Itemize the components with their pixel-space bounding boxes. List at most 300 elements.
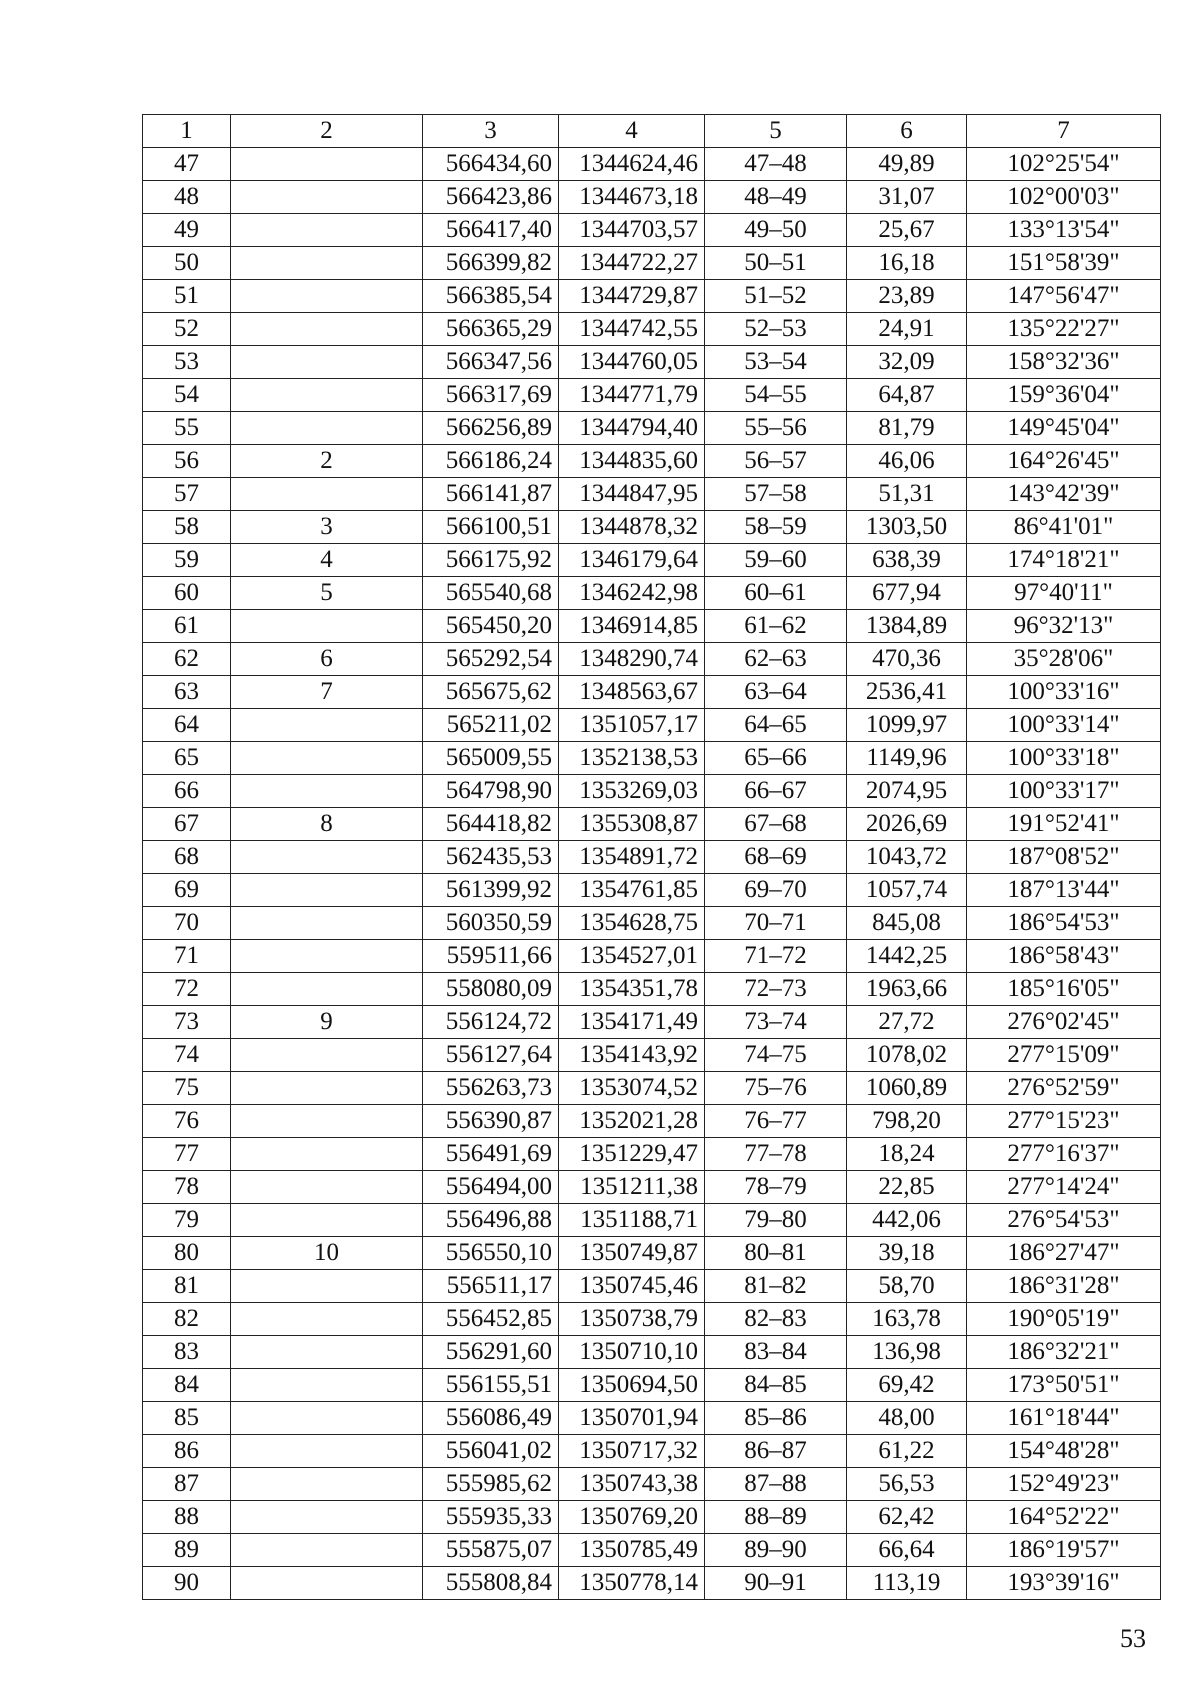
table-cell-col-1: 53 [143,346,231,379]
table-cell-col-7: 102°25'54" [967,148,1161,181]
table-cell-col-1: 84 [143,1369,231,1402]
table-cell-col-3: 566256,89 [423,412,559,445]
table-cell-col-1: 74 [143,1039,231,1072]
table-cell-col-6: 16,18 [847,247,967,280]
table-cell-col-4: 1352138,53 [559,742,705,775]
table-cell-col-2 [231,940,423,973]
table-cell-col-6: 61,22 [847,1435,967,1468]
table-cell-col-3: 566175,92 [423,544,559,577]
table-cell-col-7: 86°41'01" [967,511,1161,544]
table-cell-col-4: 1354891,72 [559,841,705,874]
table-cell-col-2 [231,775,423,808]
table-cell-col-7: 159°36'04" [967,379,1161,412]
coordinates-table [142,114,1161,1600]
table-cell-col-4: 1354143,92 [559,1039,705,1072]
table-cell-col-7: 277°16'37" [967,1138,1161,1171]
table-cell-col-4: 1350743,38 [559,1468,705,1501]
table-cell-col-6: 2026,69 [847,808,967,841]
table-cell-col-2 [231,1468,423,1501]
table-cell-col-7: 186°54'53" [967,907,1161,940]
table-cell-col-3: 561399,92 [423,874,559,907]
table-row [143,1138,1161,1171]
table-cell-col-4: 1344729,87 [559,280,705,313]
table-cell-col-7: 35°28'06" [967,643,1161,676]
table-cell-col-2 [231,610,423,643]
table-cell-col-7: 100°33'16" [967,676,1161,709]
table-cell-col-6: 24,91 [847,313,967,346]
table-cell-col-2: 9 [231,1006,423,1039]
table-cell-col-4: 1344722,27 [559,247,705,280]
table-cell-col-3: 566317,69 [423,379,559,412]
table-cell-col-5: 73–74 [705,1006,847,1039]
table-cell-col-4: 1344794,40 [559,412,705,445]
table-cell-col-3: 558080,09 [423,973,559,1006]
table-row [143,1336,1161,1369]
table-cell-col-1: 56 [143,445,231,478]
table-cell-col-4: 1351188,71 [559,1204,705,1237]
table-cell-col-2: 10 [231,1237,423,1270]
table-row [143,445,1161,478]
table-cell-col-3: 556124,72 [423,1006,559,1039]
table-cell-col-3: 556452,85 [423,1303,559,1336]
table-cell-col-4: 1350785,49 [559,1534,705,1567]
table-cell-col-3: 556491,69 [423,1138,559,1171]
table-cell-col-4: 1350717,32 [559,1435,705,1468]
table-cell-col-5: 78–79 [705,1171,847,1204]
table-cell-col-2 [231,1567,423,1600]
table-cell-col-3: 566347,56 [423,346,559,379]
table-cell-col-5: 82–83 [705,1303,847,1336]
table-cell-col-2 [231,1435,423,1468]
table-cell-col-4: 1351211,38 [559,1171,705,1204]
table-cell-col-3: 565540,68 [423,577,559,610]
table-cell-col-2 [231,1501,423,1534]
table-cell-col-5: 71–72 [705,940,847,973]
table-cell-col-1: 49 [143,214,231,247]
table-cell-col-7: 164°52'22" [967,1501,1161,1534]
table-row [143,412,1161,445]
table-cell-col-5: 75–76 [705,1072,847,1105]
table-cell-col-6: 2074,95 [847,775,967,808]
table-cell-col-4: 1348563,67 [559,676,705,709]
table-cell-col-5: 76–77 [705,1105,847,1138]
table-cell-col-3: 556086,49 [423,1402,559,1435]
table-cell-col-4: 1354171,49 [559,1006,705,1039]
table-cell-col-2 [231,379,423,412]
table-cell-col-3: 555808,84 [423,1567,559,1600]
table-row [143,1567,1161,1600]
table-cell-col-1: 68 [143,841,231,874]
table-cell-col-6: 442,06 [847,1204,967,1237]
table-cell-col-7: 133°13'54" [967,214,1161,247]
table-cell-col-6: 1043,72 [847,841,967,874]
table-cell-col-2: 7 [231,676,423,709]
table-cell-col-5: 62–63 [705,643,847,676]
column-header-6: 6 [847,115,967,148]
table-cell-col-7: 161°18'44" [967,1402,1161,1435]
table-cell-col-3: 556155,51 [423,1369,559,1402]
table-cell-col-1: 50 [143,247,231,280]
table-cell-col-5: 85–86 [705,1402,847,1435]
table-cell-col-7: 277°14'24" [967,1171,1161,1204]
table-cell-col-6: 56,53 [847,1468,967,1501]
table-cell-col-6: 136,98 [847,1336,967,1369]
table-cell-col-1: 52 [143,313,231,346]
table-cell-col-1: 57 [143,478,231,511]
table-row [143,907,1161,940]
table-cell-col-4: 1350745,46 [559,1270,705,1303]
table-cell-col-4: 1350749,87 [559,1237,705,1270]
table-row [143,247,1161,280]
table-cell-col-5: 63–64 [705,676,847,709]
table-cell-col-7: 173°50'51" [967,1369,1161,1402]
table-row [143,643,1161,676]
table-cell-col-1: 67 [143,808,231,841]
table-cell-col-3: 556041,02 [423,1435,559,1468]
table-cell-col-5: 50–51 [705,247,847,280]
table-cell-col-6: 46,06 [847,445,967,478]
column-header-2: 2 [231,115,423,148]
table-cell-col-2 [231,907,423,940]
table-row [143,1303,1161,1336]
table-cell-col-5: 77–78 [705,1138,847,1171]
table-cell-col-6: 22,85 [847,1171,967,1204]
table-cell-col-1: 79 [143,1204,231,1237]
table-cell-col-3: 565211,02 [423,709,559,742]
table-cell-col-5: 59–60 [705,544,847,577]
table-cell-col-5: 68–69 [705,841,847,874]
table-cell-col-3: 566434,60 [423,148,559,181]
table-cell-col-5: 56–57 [705,445,847,478]
table-cell-col-2 [231,1204,423,1237]
page-number: 53 [1120,1624,1146,1653]
table-cell-col-5: 86–87 [705,1435,847,1468]
table-cell-col-3: 555875,07 [423,1534,559,1567]
table-cell-col-4: 1353074,52 [559,1072,705,1105]
table-cell-col-7: 190°05'19" [967,1303,1161,1336]
table-cell-col-6: 845,08 [847,907,967,940]
table-cell-col-4: 1346179,64 [559,544,705,577]
table-cell-col-1: 82 [143,1303,231,1336]
table-cell-col-1: 72 [143,973,231,1006]
table-cell-col-6: 798,20 [847,1105,967,1138]
table-cell-col-5: 66–67 [705,775,847,808]
table-row [143,1072,1161,1105]
table-cell-col-4: 1350738,79 [559,1303,705,1336]
table-cell-col-6: 1442,25 [847,940,967,973]
table-cell-col-5: 54–55 [705,379,847,412]
table-cell-col-2 [231,973,423,1006]
table-cell-col-5: 58–59 [705,511,847,544]
table-cell-col-4: 1350710,10 [559,1336,705,1369]
table-cell-col-7: 100°33'17" [967,775,1161,808]
table-row [143,577,1161,610]
table-cell-col-6: 64,87 [847,379,967,412]
table-cell-col-5: 47–48 [705,148,847,181]
table-cell-col-6: 18,24 [847,1138,967,1171]
table-cell-col-1: 70 [143,907,231,940]
table-cell-col-1: 51 [143,280,231,313]
table-cell-col-2 [231,1534,423,1567]
table-row [143,841,1161,874]
table-cell-col-7: 187°08'52" [967,841,1161,874]
table-cell-col-1: 54 [143,379,231,412]
table-cell-col-1: 62 [143,643,231,676]
table-cell-col-4: 1344847,95 [559,478,705,511]
table-cell-col-1: 85 [143,1402,231,1435]
table-cell-col-1: 61 [143,610,231,643]
table-cell-col-4: 1344835,60 [559,445,705,478]
table-cell-col-5: 87–88 [705,1468,847,1501]
table-cell-col-1: 71 [143,940,231,973]
table-cell-col-3: 565292,54 [423,643,559,676]
table-cell-col-4: 1352021,28 [559,1105,705,1138]
table-cell-col-3: 556127,64 [423,1039,559,1072]
table-cell-col-2 [231,742,423,775]
table-cell-col-1: 66 [143,775,231,808]
table-cell-col-6: 1060,89 [847,1072,967,1105]
table-cell-col-6: 1149,96 [847,742,967,775]
table-row [143,511,1161,544]
table-cell-col-1: 63 [143,676,231,709]
table-row [143,940,1161,973]
table-cell-col-3: 556511,17 [423,1270,559,1303]
table-cell-col-2 [231,346,423,379]
table-cell-col-2 [231,1072,423,1105]
table-cell-col-4: 1344878,32 [559,511,705,544]
table-cell-col-5: 90–91 [705,1567,847,1600]
table-cell-col-6: 25,67 [847,214,967,247]
table-cell-col-2 [231,148,423,181]
table-row [143,1204,1161,1237]
table-cell-col-2 [231,1402,423,1435]
table-cell-col-1: 75 [143,1072,231,1105]
table-cell-col-5: 52–53 [705,313,847,346]
table-row [143,709,1161,742]
table-cell-col-5: 70–71 [705,907,847,940]
table-cell-col-3: 566385,54 [423,280,559,313]
table-cell-col-7: 277°15'23" [967,1105,1161,1138]
table-cell-col-2 [231,1171,423,1204]
table-cell-col-7: 191°52'41" [967,808,1161,841]
table-cell-col-1: 55 [143,412,231,445]
table-cell-col-4: 1351057,17 [559,709,705,742]
table-row [143,676,1161,709]
table-cell-col-6: 677,94 [847,577,967,610]
table-cell-col-7: 97°40'11" [967,577,1161,610]
table-cell-col-6: 51,31 [847,478,967,511]
table-cell-col-2 [231,1105,423,1138]
table-cell-col-7: 151°58'39" [967,247,1161,280]
table-cell-col-7: 100°33'14" [967,709,1161,742]
table-cell-col-5: 80–81 [705,1237,847,1270]
table-cell-col-3: 556291,60 [423,1336,559,1369]
table-cell-col-6: 163,78 [847,1303,967,1336]
table-row [143,1501,1161,1534]
table-cell-col-2: 5 [231,577,423,610]
table-cell-col-7: 158°32'36" [967,346,1161,379]
table-cell-col-4: 1344742,55 [559,313,705,346]
table-cell-col-4: 1350694,50 [559,1369,705,1402]
table-cell-col-7: 187°13'44" [967,874,1161,907]
table-cell-col-7: 143°42'39" [967,478,1161,511]
table-cell-col-5: 74–75 [705,1039,847,1072]
table-cell-col-2 [231,1270,423,1303]
table-cell-col-7: 186°31'28" [967,1270,1161,1303]
table-cell-col-6: 23,89 [847,280,967,313]
table-cell-col-6: 31,07 [847,181,967,214]
table-row [143,379,1161,412]
table-cell-col-4: 1344771,79 [559,379,705,412]
table-cell-col-7: 147°56'47" [967,280,1161,313]
table-cell-col-1: 80 [143,1237,231,1270]
table-cell-col-1: 87 [143,1468,231,1501]
table-cell-col-1: 90 [143,1567,231,1600]
table-cell-col-1: 64 [143,709,231,742]
table-cell-col-1: 60 [143,577,231,610]
table-cell-col-5: 81–82 [705,1270,847,1303]
table-cell-col-1: 83 [143,1336,231,1369]
table-cell-col-4: 1350778,14 [559,1567,705,1600]
table-cell-col-3: 556496,88 [423,1204,559,1237]
table-cell-col-4: 1354628,75 [559,907,705,940]
table-cell-col-6: 2536,41 [847,676,967,709]
table-cell-col-1: 59 [143,544,231,577]
table-cell-col-3: 564418,82 [423,808,559,841]
table-cell-col-7: 185°16'05" [967,973,1161,1006]
table-cell-col-2 [231,1138,423,1171]
table-cell-col-2 [231,478,423,511]
table-cell-col-7: 186°19'57" [967,1534,1161,1567]
table-row [143,346,1161,379]
table-cell-col-5: 69–70 [705,874,847,907]
table-cell-col-6: 48,00 [847,1402,967,1435]
table-cell-col-4: 1353269,03 [559,775,705,808]
table-cell-col-4: 1348290,74 [559,643,705,676]
table-cell-col-6: 1057,74 [847,874,967,907]
table-cell-col-2 [231,247,423,280]
table-cell-col-6: 1078,02 [847,1039,967,1072]
table-row [143,1435,1161,1468]
table-cell-col-4: 1344760,05 [559,346,705,379]
table-cell-col-7: 149°45'04" [967,412,1161,445]
table-cell-col-3: 556263,73 [423,1072,559,1105]
table-row [143,1006,1161,1039]
table-cell-col-2 [231,1369,423,1402]
table-cell-col-3: 564798,90 [423,775,559,808]
table-row [143,313,1161,346]
table-cell-col-7: 102°00'03" [967,181,1161,214]
table-cell-col-2 [231,709,423,742]
table-cell-col-3: 566100,51 [423,511,559,544]
table-cell-col-5: 89–90 [705,1534,847,1567]
table-row [143,1534,1161,1567]
table-cell-col-7: 186°27'47" [967,1237,1161,1270]
table-cell-col-1: 76 [143,1105,231,1138]
table-cell-col-7: 277°15'09" [967,1039,1161,1072]
column-header-5: 5 [705,115,847,148]
table-cell-col-6: 39,18 [847,1237,967,1270]
table-cell-col-5: 79–80 [705,1204,847,1237]
table-cell-col-3: 559511,66 [423,940,559,973]
table-cell-col-7: 193°39'16" [967,1567,1161,1600]
table-cell-col-4: 1350769,20 [559,1501,705,1534]
table-header-row [143,115,1161,148]
table-cell-col-6: 32,09 [847,346,967,379]
table-cell-col-2 [231,1039,423,1072]
column-header-7: 7 [967,115,1161,148]
table-cell-col-5: 64–65 [705,709,847,742]
table-cell-col-6: 1384,89 [847,610,967,643]
table-cell-col-2 [231,214,423,247]
table-cell-col-4: 1351229,47 [559,1138,705,1171]
table-cell-col-4: 1355308,87 [559,808,705,841]
table-cell-col-4: 1354527,01 [559,940,705,973]
table-row [143,478,1161,511]
table-cell-col-5: 55–56 [705,412,847,445]
table-cell-col-1: 89 [143,1534,231,1567]
table-cell-col-6: 27,72 [847,1006,967,1039]
table-cell-col-7: 154°48'28" [967,1435,1161,1468]
table-cell-col-3: 562435,53 [423,841,559,874]
table-cell-col-6: 1303,50 [847,511,967,544]
table-cell-col-6: 58,70 [847,1270,967,1303]
table-cell-col-4: 1344673,18 [559,181,705,214]
table-cell-col-3: 555935,33 [423,1501,559,1534]
table-cell-col-1: 86 [143,1435,231,1468]
table-cell-col-6: 1099,97 [847,709,967,742]
table-cell-col-3: 565450,20 [423,610,559,643]
table-row [143,1237,1161,1270]
table-row [143,610,1161,643]
table-row [143,874,1161,907]
table-cell-col-2 [231,280,423,313]
table-cell-col-7: 276°02'45" [967,1006,1161,1039]
table-cell-col-1: 65 [143,742,231,775]
table-cell-col-3: 565675,62 [423,676,559,709]
table-cell-col-3: 566141,87 [423,478,559,511]
table-cell-col-2 [231,181,423,214]
table-cell-col-7: 276°54'53" [967,1204,1161,1237]
table-cell-col-1: 47 [143,148,231,181]
table-cell-col-7: 135°22'27" [967,313,1161,346]
table-cell-col-4: 1354761,85 [559,874,705,907]
table-cell-col-7: 186°58'43" [967,940,1161,973]
table-cell-col-2: 8 [231,808,423,841]
table-cell-col-6: 113,19 [847,1567,967,1600]
table-row [143,214,1161,247]
table-cell-col-6: 1963,66 [847,973,967,1006]
table-cell-col-7: 164°26'45" [967,445,1161,478]
table-cell-col-6: 69,42 [847,1369,967,1402]
table-cell-col-5: 51–52 [705,280,847,313]
table-row [143,1270,1161,1303]
table-cell-col-5: 61–62 [705,610,847,643]
table-cell-col-5: 60–61 [705,577,847,610]
table-cell-col-3: 566399,82 [423,247,559,280]
table-row [143,181,1161,214]
table-cell-col-3: 566186,24 [423,445,559,478]
table-row [143,1039,1161,1072]
table-cell-col-3: 566423,86 [423,181,559,214]
table-cell-col-6: 638,39 [847,544,967,577]
table-cell-col-5: 84–85 [705,1369,847,1402]
table-cell-col-5: 72–73 [705,973,847,1006]
table-row [143,742,1161,775]
table-cell-col-1: 88 [143,1501,231,1534]
table-cell-col-5: 48–49 [705,181,847,214]
table-row [143,973,1161,1006]
